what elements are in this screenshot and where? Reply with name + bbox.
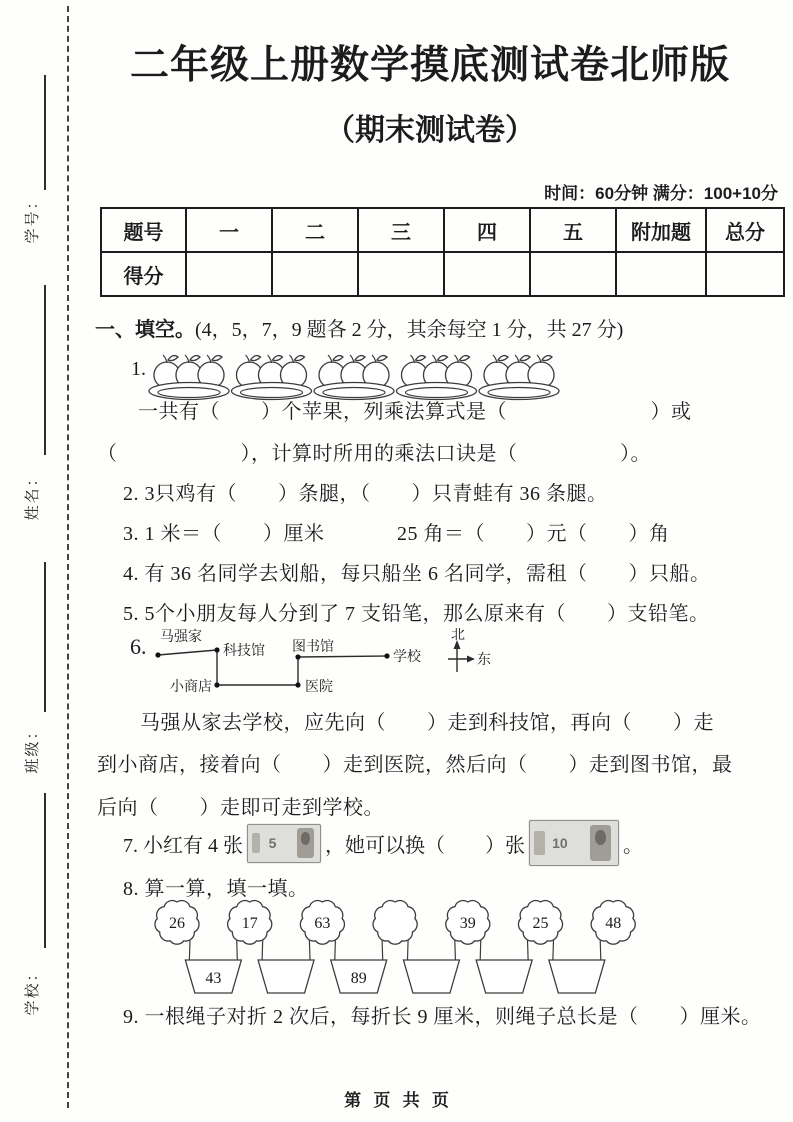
flower-value: 48 xyxy=(605,915,622,932)
student-name-label: 姓名： xyxy=(25,469,41,521)
score-header-cell: 总分 xyxy=(706,208,784,252)
flower-node xyxy=(155,901,199,945)
q3-text xyxy=(123,517,670,546)
map-node-science-museum: 科技馆 xyxy=(223,644,265,659)
score-table xyxy=(100,207,785,297)
basket-value: 89 xyxy=(350,970,367,987)
score-header-cell: 五 xyxy=(530,208,616,252)
basket-node xyxy=(331,960,387,993)
banknote-portrait xyxy=(590,825,611,860)
score-empty-cell xyxy=(358,252,444,296)
flower-value: 26 xyxy=(169,915,185,932)
map-node-library: 图书馆 xyxy=(292,640,334,655)
flower-basket-figure xyxy=(140,896,655,998)
map-node-home: 马强家 xyxy=(160,630,202,645)
section-1-title: 一、填空。 xyxy=(95,319,195,341)
flower-value: 39 xyxy=(459,915,476,932)
q1-number: 1. xyxy=(131,358,146,380)
q4-text: 4. 有 36 名同学去划船，每只船坐 6 名同学，需租（ ）只船。 xyxy=(123,563,711,585)
flower-node xyxy=(446,901,490,945)
apple-plate xyxy=(149,355,229,400)
basket-node xyxy=(403,960,459,993)
score-header-cell: 一 xyxy=(186,208,272,252)
score-empty-cell xyxy=(444,252,530,296)
score-table-score-row xyxy=(101,252,784,296)
section-1-note: (4，5，7，9 题各 2 分，其余每空 1 分，共 27 分) xyxy=(195,319,624,341)
flower-node xyxy=(373,901,417,945)
score-header-cell: 题号 xyxy=(101,208,186,252)
class-write-line xyxy=(44,562,46,712)
flower-node xyxy=(591,901,635,945)
score-empty-cell xyxy=(530,252,616,296)
banknote-seal xyxy=(534,831,545,856)
q1-line1: 一共有（ ）个苹果，列乘法算式是（ ）或 xyxy=(138,401,692,423)
q7-row xyxy=(123,820,643,866)
compass-north-label: 北 xyxy=(451,628,465,643)
banknote-seal xyxy=(252,833,261,854)
name-write-line xyxy=(44,285,46,455)
apple-plate xyxy=(314,355,394,400)
apple-plate xyxy=(232,355,312,400)
score-empty-cell xyxy=(616,252,706,296)
compass-icon xyxy=(448,628,491,672)
apple-plate xyxy=(397,355,477,400)
school-write-line xyxy=(44,793,46,948)
q6-line1: 马强从家去学校，应先向（ ）走到科技馆，再向（ ）走 xyxy=(140,712,714,734)
q7-text-post: 。 xyxy=(623,834,643,857)
score-table-header-row xyxy=(101,208,784,252)
score-header-cell: 四 xyxy=(444,208,530,252)
score-empty-cell xyxy=(272,252,358,296)
score-header-cell: 二 xyxy=(272,208,358,252)
route-map-figure xyxy=(130,628,530,702)
q1-line2: （ ），计算时所用的乘法口诀是（ ）。 xyxy=(97,443,651,465)
q3-part1: 3. 1 米＝（ ）厘米 xyxy=(123,523,325,545)
q6-number: 6. xyxy=(130,634,147,659)
q7-text-pre: 7. 小红有 4 张 xyxy=(123,834,243,857)
score-row-label: 得分 xyxy=(101,252,186,296)
q6-line2: 到小商店，接着向（ ）走到医院，然后向（ ）走到图书馆，最 xyxy=(97,754,733,776)
flower-value: 63 xyxy=(314,915,331,932)
flower-value: 25 xyxy=(532,915,549,932)
flower-value: 17 xyxy=(241,915,258,932)
seal-dashed-line xyxy=(67,6,69,1108)
student-class-label: 班级： xyxy=(25,722,41,774)
student-id-label: 学号： xyxy=(25,192,41,244)
q7-text-mid: ，她可以换（ ）张 xyxy=(325,834,525,857)
section-1-heading xyxy=(95,313,623,342)
q9-text: 9. 一根绳子对折 2 次后，每折长 9 厘米，则绳子总长是（ ）厘米。 xyxy=(123,1006,762,1028)
banknote-5-yuan xyxy=(247,824,321,863)
page-title: 二年级上册数学摸底测试卷北师版 xyxy=(129,44,730,87)
student-id-write-line xyxy=(44,75,46,190)
q2-text: 2. 3只鸡有（ ）条腿，（ ）只青蛙有 36 条腿。 xyxy=(123,483,608,505)
basket-node xyxy=(258,960,314,993)
score-header-cell: 附加题 xyxy=(616,208,706,252)
map-node-hospital: 医院 xyxy=(305,680,333,695)
score-empty-cell xyxy=(186,252,272,296)
banknote-10-yuan xyxy=(529,820,619,866)
flower-node xyxy=(518,901,562,945)
q8-label: 8. 算一算，填一填。 xyxy=(123,878,309,900)
student-school-label: 学校： xyxy=(25,964,41,1016)
page-subtitle: （期末测试卷） xyxy=(325,114,535,147)
page-footer: 第 页 共 页 xyxy=(344,1091,449,1110)
flower-node xyxy=(300,901,344,945)
banknote-portrait xyxy=(297,828,314,858)
banknote-value: 10 xyxy=(552,835,568,851)
basket-node xyxy=(549,960,605,993)
basket-value: 43 xyxy=(205,970,222,987)
basket-node xyxy=(476,960,532,993)
score-empty-cell xyxy=(706,252,784,296)
flower-node xyxy=(228,901,272,945)
banknote-value: 5 xyxy=(268,835,277,851)
map-node-shop: 小商店 xyxy=(170,680,212,695)
q5-text: 5. 5个小朋友每人分到了 7 支铅笔，那么原来有（ ）支铅笔。 xyxy=(123,603,710,625)
apple-plate xyxy=(479,355,559,400)
map-node-school: 学校 xyxy=(393,650,421,665)
q3-part2: 25 角＝（ ）元（ ）角 xyxy=(397,523,670,545)
time-score-info: 时间：60分钟 满分：100+10分 xyxy=(544,184,778,203)
compass-east-label: 东 xyxy=(477,653,491,668)
q6-line3: 后向（ ）走即可走到学校。 xyxy=(97,797,384,819)
basket-node xyxy=(185,960,241,993)
score-header-cell: 三 xyxy=(358,208,444,252)
